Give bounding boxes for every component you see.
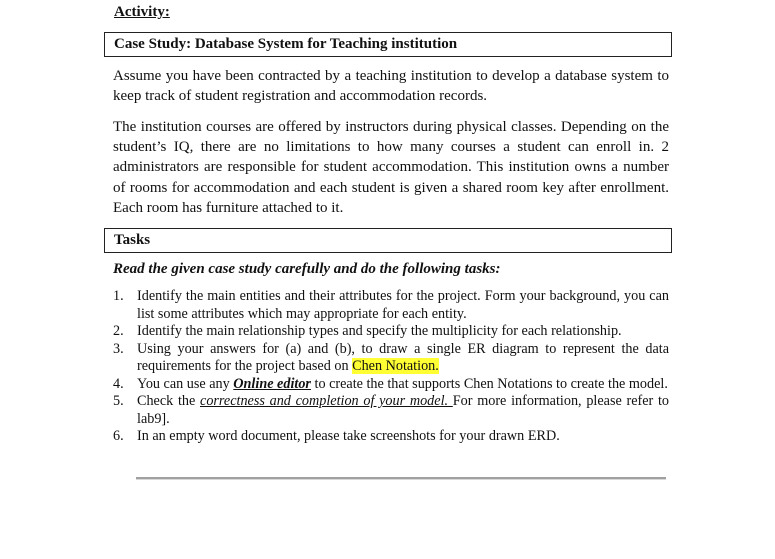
paragraph-intro: Assume you have been contracted by a teaching institution to develop a database system to keep track of student registration and accommodation records. [113, 68, 669, 105]
task-number: 3. [113, 340, 124, 357]
case-study-heading: Case Study: Database System for Teaching institution [104, 32, 672, 57]
online-editor-link[interactable]: Online editor [233, 375, 311, 392]
horizontal-divider [136, 477, 666, 480]
chen-notation-highlight: Chen Notation. [352, 358, 439, 374]
activity-title: Activity: [114, 4, 170, 20]
task-item-5 [104, 393, 669, 428]
task-text: For more information, please refer to lab9]. [137, 393, 670, 427]
task-item-4 [104, 376, 669, 394]
task-text: Using your answers for (a) and (b), to draw a single ER diagram to represent the data requirements for the project based on [137, 340, 669, 374]
task-text: Check the [137, 393, 201, 409]
task-text: You can use any [137, 375, 234, 392]
correctness-link[interactable]: correctness and completion of your model. [200, 393, 453, 409]
task-number: 6. [113, 428, 124, 444]
task-instruction: Read the given case study carefully and do the following tasks: [113, 261, 501, 277]
task-list [104, 288, 669, 446]
task-number: 2. [113, 323, 124, 339]
task-text: to create the that supports Chen Notations to create the model. [310, 375, 668, 392]
task-number: 5. [113, 393, 124, 409]
task-text: In an empty word document, please take screenshots for your drawn ERD. [137, 428, 560, 444]
task-number: 4. [113, 375, 124, 392]
task-text: Identify the main relationship types and specify the multiplicity for each relationship. [137, 323, 622, 339]
tasks-heading: Tasks [104, 228, 672, 253]
paragraph-description: The institution courses are offered by instructors during physical classes. Depending on the student’s IQ, there are no limitations to how many courses a student can enroll in. 2 administrators are responsible for student accommodation. This institution owns a number of rooms for accommodation and each student is given a shared room key after enrollment. Each room has furniture attached to it. [113, 119, 669, 216]
task-item-3 [104, 341, 669, 376]
task-text: Identify the main entities and their attributes for the project. Form your background, you can list some attributes which may appropriate for each entity. [137, 288, 669, 322]
task-item-1 [104, 288, 669, 323]
task-item-2 [104, 323, 669, 341]
task-number: 1. [113, 288, 124, 304]
task-item-6 [104, 428, 669, 446]
